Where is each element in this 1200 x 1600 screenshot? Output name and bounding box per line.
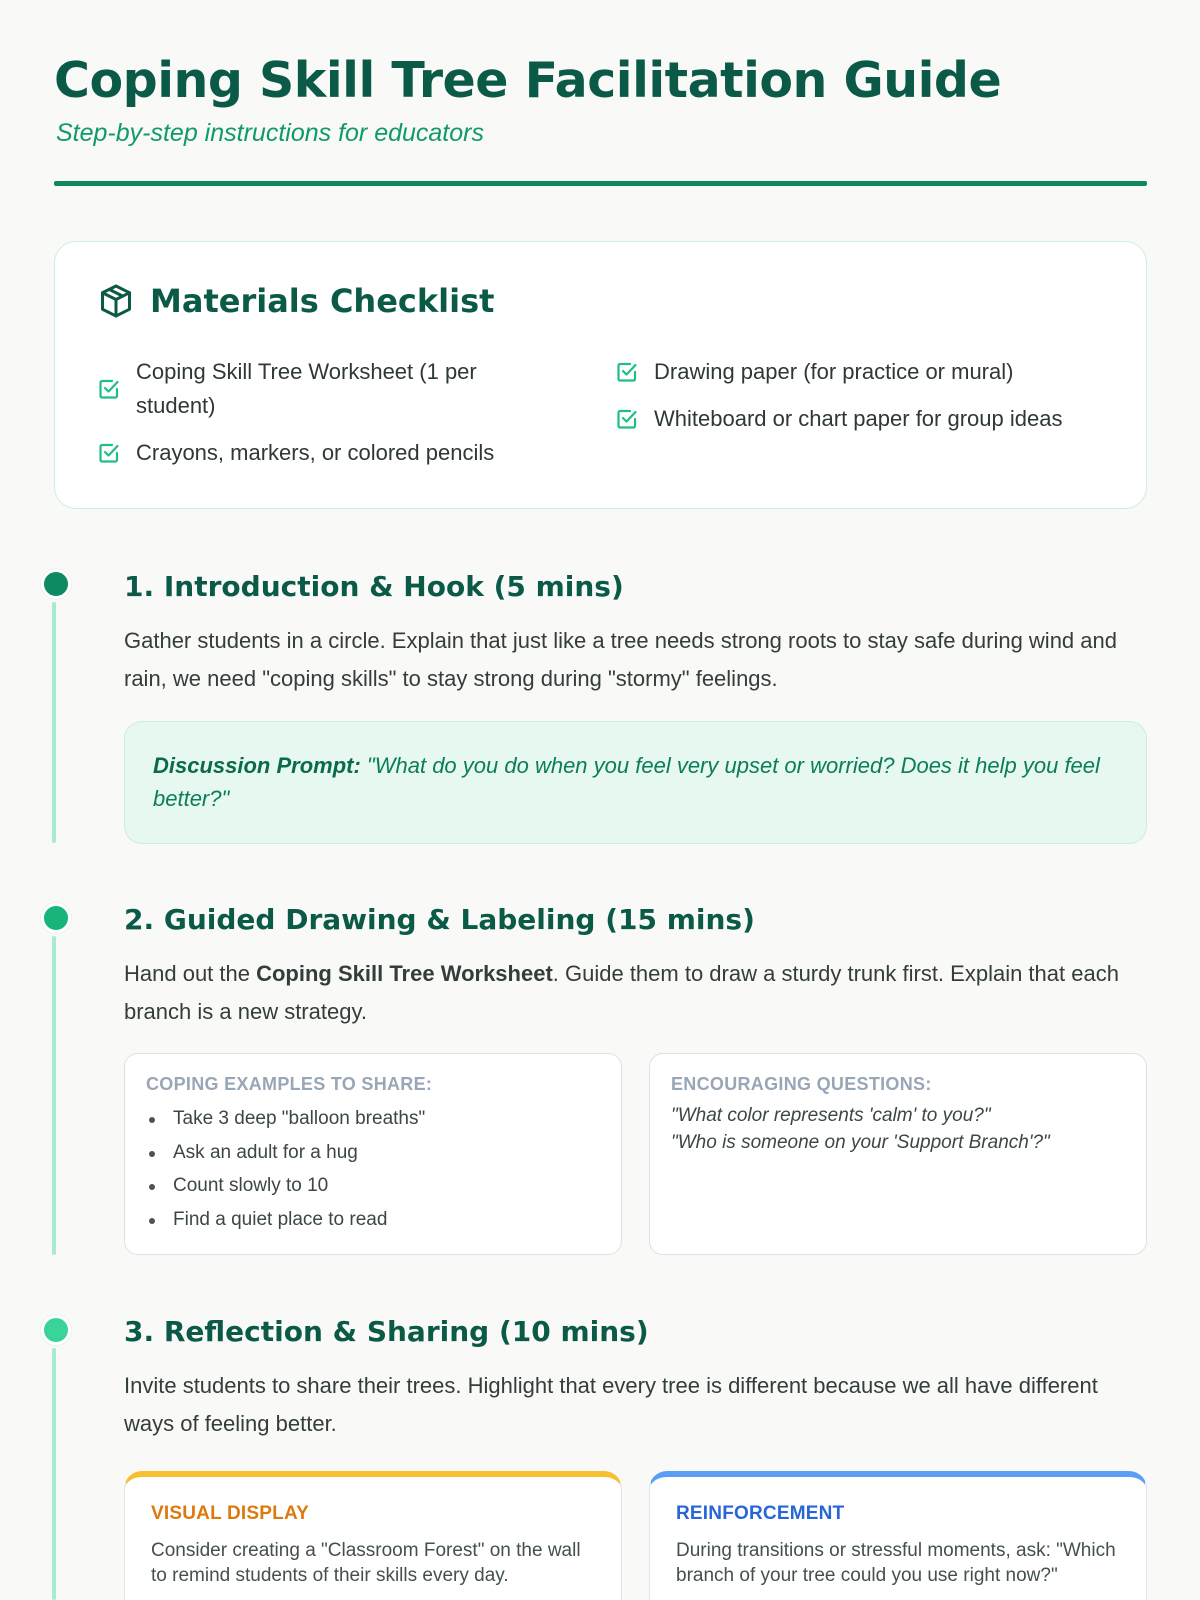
step-2-description bbox=[124, 955, 1148, 1031]
step-3-marker bbox=[41, 1315, 71, 1345]
page-title: Coping Skill Tree Facilitation Guide bbox=[54, 52, 1002, 109]
header-divider bbox=[54, 181, 1147, 186]
step-2-marker bbox=[41, 903, 71, 933]
visual-display-text: Consider creating a "Classroom Forest" on the wall to remind students of their skills every day. bbox=[151, 1540, 581, 1586]
coping-examples-title: COPING EXAMPLES TO SHARE: bbox=[146, 1074, 433, 1094]
list-item: Take 3 deep "balloon breaths" bbox=[146, 1102, 600, 1136]
checklist-item bbox=[615, 355, 1115, 389]
discussion-prompt-label: Discussion Prompt: bbox=[153, 753, 361, 778]
visual-display-card bbox=[124, 1471, 622, 1600]
checkbox-checked-icon bbox=[615, 360, 639, 384]
list-item: Ask an adult for a hug bbox=[146, 1136, 600, 1170]
materials-checklist-card bbox=[54, 241, 1147, 509]
step-1-description: Gather students in a circle. Explain that just like a tree needs strong roots to stay safe during wind and rain, we need "coping skills" to stay strong during "stormy" feelings. bbox=[124, 628, 1117, 691]
step-2-text-end: . Guide them to draw a sturdy trunk first. Explain that each branch is a new strategy. bbox=[124, 961, 1119, 1024]
checklist-item-label: Drawing paper (for practice or mural) bbox=[654, 359, 1014, 384]
coping-examples-box bbox=[124, 1053, 622, 1255]
step-3-description: Invite students to share their trees. Highlight that every tree is different because we all have different ways of feeling better. bbox=[124, 1373, 1098, 1436]
worksheet-name: Coping Skill Tree Worksheet bbox=[256, 961, 553, 986]
coping-examples-list bbox=[146, 1102, 600, 1236]
discussion-prompt bbox=[124, 721, 1147, 844]
step-2-title: 2. Guided Drawing & Labeling (15 mins) bbox=[124, 903, 755, 936]
checklist-item bbox=[97, 436, 537, 470]
checkbox-checked-icon bbox=[97, 441, 121, 465]
discussion-prompt-text: "What do you do when you feel very upset or worried? Does it help you feel better?" bbox=[153, 753, 1100, 811]
checklist-item-label: Coping Skill Tree Worksheet (1 per student) bbox=[136, 359, 477, 418]
checklist-item-label: Whiteboard or chart paper for group ideas bbox=[654, 406, 1063, 431]
materials-title: Materials Checklist bbox=[150, 282, 495, 320]
checklist-item bbox=[97, 355, 537, 423]
timeline-line-step-2 bbox=[52, 936, 56, 1255]
checklist-item-label: Crayons, markers, or colored pencils bbox=[136, 440, 495, 465]
reinforcement-card bbox=[649, 1471, 1147, 1600]
checklist-column-right bbox=[615, 355, 1115, 449]
question-item: "Who is someone on your 'Support Branch'?" bbox=[671, 1132, 1050, 1153]
checklist-item bbox=[615, 402, 1115, 436]
materials-header bbox=[98, 282, 494, 320]
reinforcement-title: REINFORCEMENT bbox=[676, 1503, 845, 1524]
step-2-text-start: Hand out the bbox=[124, 961, 257, 986]
page-subtitle: Step-by-step instructions for educators bbox=[56, 119, 484, 147]
checklist-column-left bbox=[97, 355, 537, 483]
encouraging-questions-box bbox=[649, 1053, 1147, 1255]
encouraging-questions-title: ENCOURAGING QUESTIONS: bbox=[671, 1074, 932, 1094]
step-1-title: 1. Introduction & Hook (5 mins) bbox=[124, 570, 624, 603]
list-item: Count slowly to 10 bbox=[146, 1169, 600, 1203]
package-icon bbox=[98, 282, 134, 320]
checkbox-checked-icon bbox=[97, 377, 121, 401]
step-1-marker bbox=[41, 569, 71, 599]
timeline-line-step-1 bbox=[52, 602, 56, 843]
step-3-title: 3. Reflection & Sharing (10 mins) bbox=[124, 1315, 649, 1348]
timeline-line-step-3 bbox=[52, 1348, 56, 1600]
list-item: Find a quiet place to read bbox=[146, 1203, 600, 1237]
reinforcement-text: During transitions or stressful moments, ask: "Which branch of your tree could you use right now?" bbox=[676, 1540, 1116, 1586]
question-item: "What color represents 'calm' to you?" bbox=[671, 1105, 991, 1126]
checkbox-checked-icon bbox=[615, 407, 639, 431]
visual-display-title: VISUAL DISPLAY bbox=[151, 1503, 310, 1524]
